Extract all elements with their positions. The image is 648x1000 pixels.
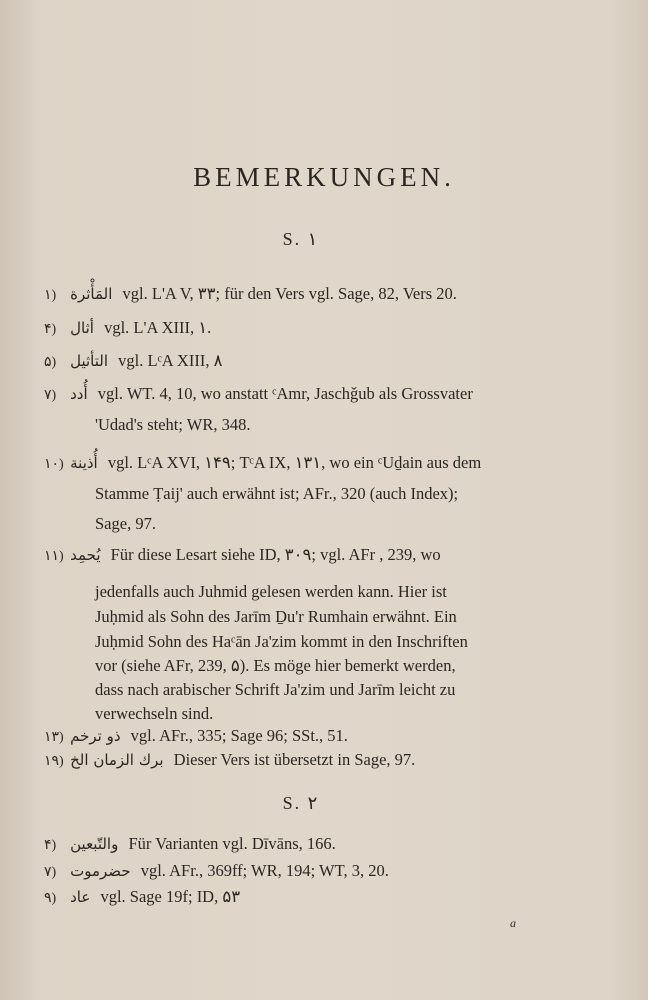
note-number: ۱۹) bbox=[44, 754, 64, 769]
arabic-headword: عاد bbox=[70, 888, 91, 906]
arabic-headword: ذو ترخم bbox=[70, 727, 121, 745]
note-continuation: Juḥmid Sohn des Haᶜān Ja'zim kommt in den Inschriften bbox=[95, 632, 468, 651]
section-heading-1: S. ۱ bbox=[282, 229, 318, 249]
note-continuation: Juḥmid als Sohn des Jarīm Ḏu'r Rumhain erwähnt. Ein bbox=[95, 607, 457, 626]
note-entry bbox=[44, 545, 564, 567]
note-number: ۹) bbox=[44, 891, 57, 906]
arabic-headword: حضرموت bbox=[70, 862, 131, 880]
note-text: vgl. Sage 19f; ID, ۵۳ bbox=[100, 887, 241, 906]
note-text: vgl. WT. 4, 10, wo anstatt ᶜAmr, Jaschǧub als Grossvater bbox=[97, 384, 473, 403]
note-continuation: 'Udad's steht; WR, 348. bbox=[95, 415, 251, 434]
note-number: ۱۱) bbox=[44, 549, 64, 564]
note-number: ۷) bbox=[44, 865, 57, 880]
note-entry bbox=[44, 384, 564, 406]
note-number: ۴) bbox=[44, 322, 57, 337]
note-text: vgl. AFr., 369ff; WR, 194; WT, 3, 20. bbox=[140, 861, 389, 880]
arabic-headword: التأثيل bbox=[70, 352, 109, 370]
note-entry bbox=[44, 887, 564, 909]
note-text: vgl. L'A V, ۳۳; für den Vers vgl. Sage, 82, Vers 20. bbox=[122, 284, 457, 303]
note-text: vgl. AFr., 335; Sage 96; SSt., 51. bbox=[130, 726, 348, 745]
signature-mark: a bbox=[510, 916, 516, 930]
note-number: ۵) bbox=[44, 355, 57, 370]
note-number: ۱۳) bbox=[44, 730, 64, 745]
note-text: vgl. LᶜA XIII, ۸ bbox=[118, 351, 223, 370]
note-continuation: Stamme Ṭaij' auch erwähnt ist; AFr., 320 (auch Index); bbox=[95, 484, 459, 503]
arabic-headword: أثال bbox=[70, 319, 94, 337]
arabic-headword: المَأْثرة bbox=[70, 285, 113, 303]
note-number: ۱۰) bbox=[44, 457, 64, 472]
note-entry bbox=[44, 834, 564, 856]
note-continuation: Sage, 97. bbox=[95, 514, 156, 533]
note-number: ۷) bbox=[44, 388, 57, 403]
arabic-headword: أُدد bbox=[70, 385, 88, 403]
note-entry bbox=[44, 861, 564, 883]
arabic-headword: والتّبعين bbox=[70, 835, 119, 853]
note-continuation: verwechseln sind. bbox=[95, 704, 214, 723]
note-entry bbox=[44, 284, 564, 306]
note-text: Dieser Vers ist übersetzt in Sage, 97. bbox=[173, 750, 416, 769]
note-continuation: dass nach arabischer Schrift Ja'zim und Jarīm leicht zu bbox=[95, 680, 456, 699]
note-entry bbox=[44, 351, 564, 373]
note-entry bbox=[44, 318, 564, 340]
arabic-headword: أُذينة bbox=[70, 454, 98, 472]
note-entry bbox=[44, 726, 564, 748]
arabic-headword: يُحمِد bbox=[70, 546, 101, 564]
note-text: Für Varianten vgl. Dīvāns, 166. bbox=[128, 834, 336, 853]
note-number: ۱) bbox=[44, 288, 57, 303]
note-text: vgl. LᶜA XVI, ۱۴۹; TᶜA IX, ۱۳۱, wo ein ᶜUḏain aus dem bbox=[107, 453, 482, 472]
page-title: BEMERKUNGEN. bbox=[193, 162, 455, 192]
section-heading-2: S. ۲ bbox=[282, 793, 318, 813]
note-entry bbox=[44, 453, 564, 475]
note-text: vgl. L'A XIII, ۱. bbox=[104, 318, 212, 337]
arabic-headword: برك الزمان الخ bbox=[70, 751, 164, 769]
note-entry bbox=[44, 750, 564, 772]
note-text: Für diese Lesart siehe ID, ۳۰۹; vgl. AFr , 239, wo bbox=[110, 545, 441, 564]
note-number: ۴) bbox=[44, 838, 57, 853]
note-continuation: jedenfalls auch Juhmid gelesen werden kann. Hier ist bbox=[95, 582, 447, 601]
note-continuation: vor (siehe AFr, 239, ۵). Es möge hier bemerkt werden, bbox=[95, 656, 456, 675]
